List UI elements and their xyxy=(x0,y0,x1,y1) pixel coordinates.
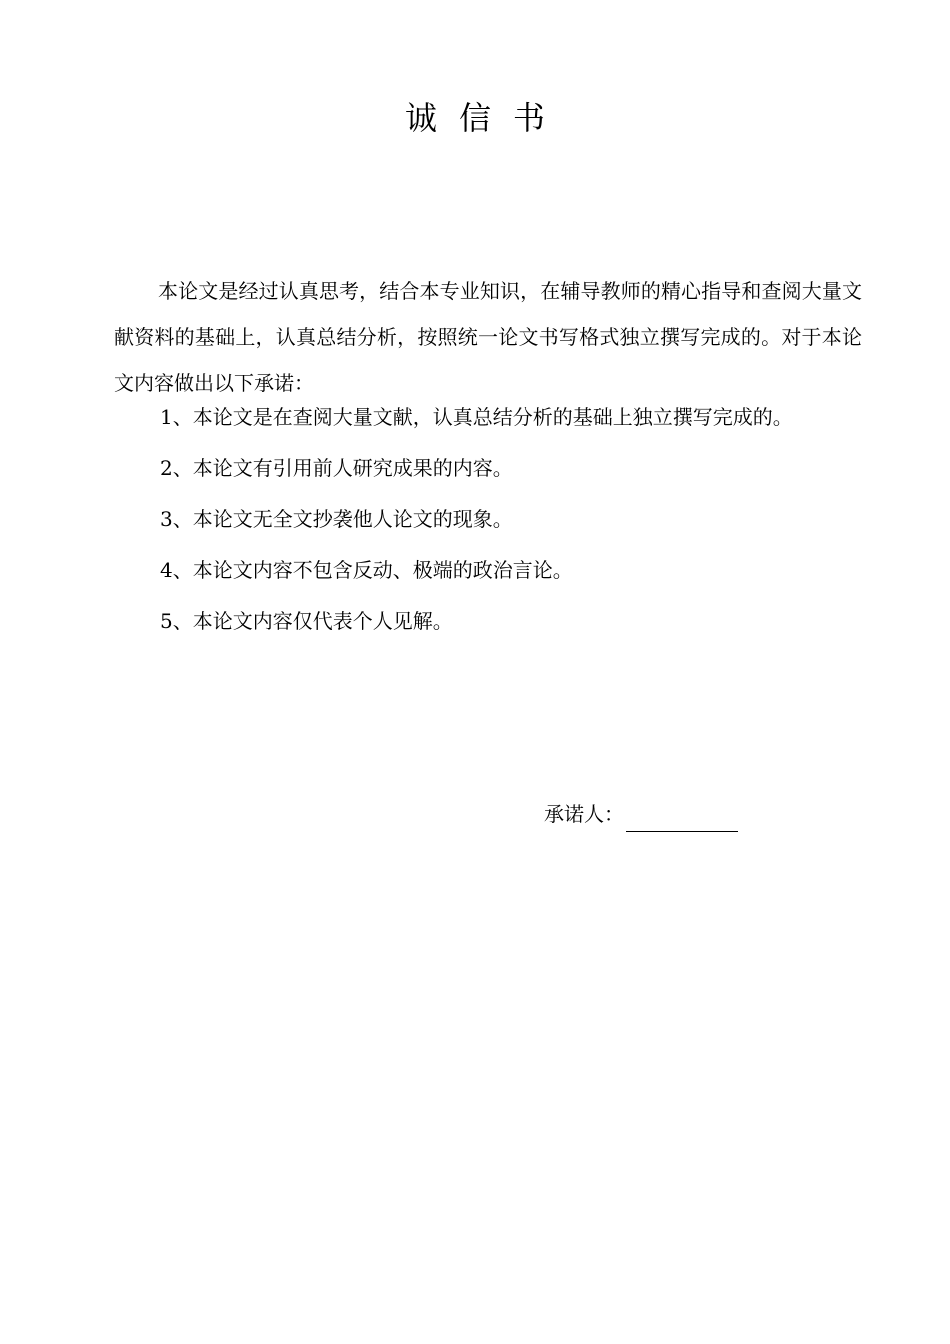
signature-line xyxy=(626,805,738,832)
commitment-item: 4、本论文内容不包含反动、极端的政治言论。 xyxy=(160,558,573,582)
commitment-item: 5、本论文内容仅代表个人见解。 xyxy=(160,609,453,633)
commitment-list xyxy=(160,392,880,647)
commitment-item: 1、本论文是在查阅大量文献，认真总结分析的基础上独立撰写完成的。 xyxy=(160,405,793,429)
intro-paragraph: 本论文是经过认真思考，结合本专业知识，在辅导教师的精心指导和查阅大量文献资料的基础上，认真总结分析，按照统一论文书写格式独立撰写完成的。对于本论文内容做出以下承诺： xyxy=(114,279,862,395)
commitment-item: 2、本论文有引用前人研究成果的内容。 xyxy=(160,456,513,480)
page-title: 诚信书 xyxy=(404,99,567,137)
commitment-item: 3、本论文无全文抄袭他人论文的现象。 xyxy=(160,507,513,531)
pledge-signature xyxy=(544,796,738,832)
pledge-label: 承诺人： xyxy=(544,802,624,826)
